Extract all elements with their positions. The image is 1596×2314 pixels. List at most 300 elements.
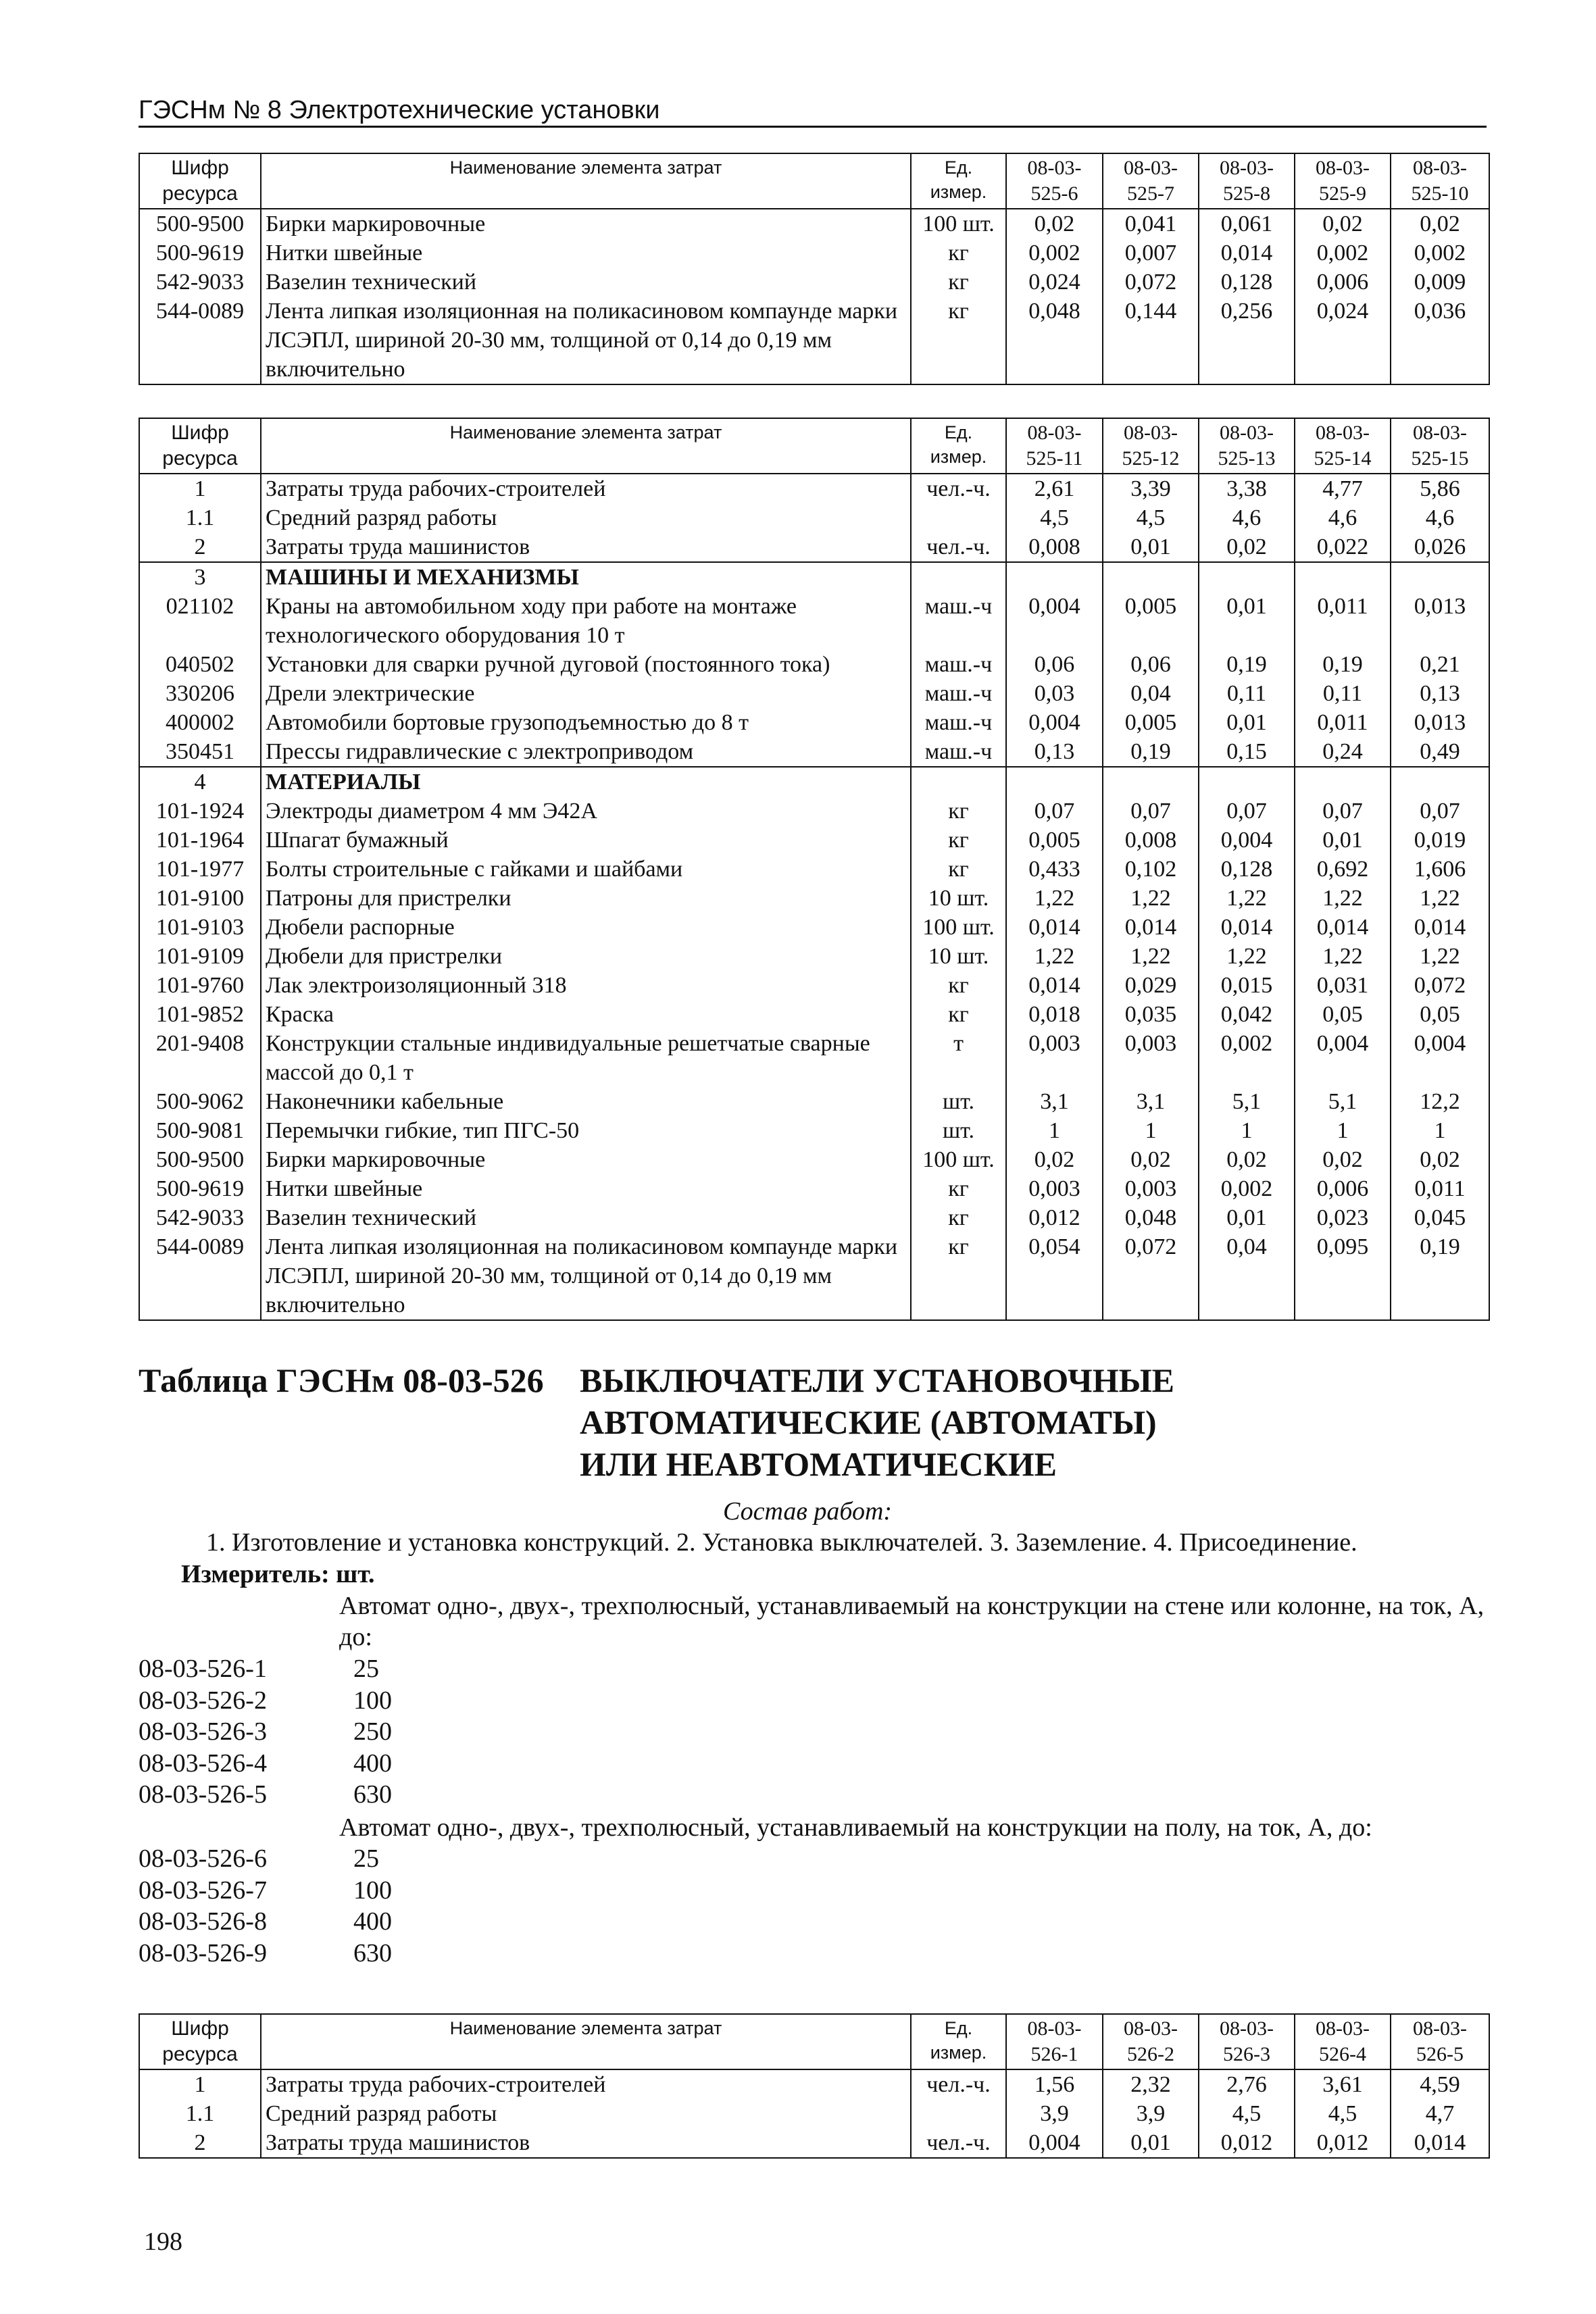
resource-name-cell: Установки для сварки ручной дуговой (постоянного тока) [261,650,911,679]
resource-code-cell: 544-0089 [139,1232,261,1320]
value-cell: 0,012 [1295,2128,1391,2158]
resource-code-cell: 040502 [139,650,261,679]
unit-cell: 10 шт. [911,942,1006,971]
unit-cell: кг [911,826,1006,855]
group1-items [139,1653,392,1811]
resource-code-cell: 101-9100 [139,884,261,913]
norm-item-code: 08-03-526-6 [139,1844,267,1873]
value-cell: 0,024 [1295,297,1391,384]
resource-table-525-11-15 [139,418,1490,1321]
value-cell: 0,19 [1199,650,1295,679]
value-cell: 0,004 [1199,826,1295,855]
value-cell [1006,562,1103,592]
value-cell: 3,1 [1103,1087,1199,1116]
value-cell: 0,102 [1103,855,1199,884]
value-cell [1006,767,1103,797]
value-cell: 1 [1295,1116,1391,1145]
value-cell: 0,21 [1391,650,1489,679]
value-cell: 0,072 [1103,268,1199,297]
value-cell [1391,562,1489,592]
resource-code-cell: 021102 [139,592,261,650]
norm-item-code: 08-03-526-4 [139,1749,267,1778]
norm-item-value: 100 [353,1876,392,1905]
section-title [580,1359,1458,1485]
value-cell: 0,128 [1199,855,1295,884]
value-cell: 0,02 [1391,1145,1489,1174]
resource-code-cell: 101-9103 [139,913,261,942]
resource-code-cell: 101-9760 [139,971,261,1000]
resource-name-cell: Вазелин технический [261,268,911,297]
resource-name-cell: МАШИНЫ И МЕХАНИЗМЫ [261,562,911,592]
column-header-norm: 08-03-526-2 [1103,2014,1199,2069]
value-cell: 0,003 [1006,1174,1103,1203]
table-row [139,797,1489,826]
resource-name-cell: Шпагат бумажный [261,826,911,855]
page-header-title: ГЭСНм № 8 Электротехнические установки [139,95,1487,128]
table-row [139,1087,1489,1116]
value-cell: 1 [1103,1116,1199,1145]
value-cell: 0,048 [1006,297,1103,384]
value-cell: 0,004 [1295,1029,1391,1087]
table-row [139,2128,1489,2158]
norm-item-code: 08-03-526-7 [139,1876,267,1905]
norm-item-value: 400 [353,1749,392,1778]
value-cell: 0,014 [1391,913,1489,942]
value-cell: 1,22 [1103,884,1199,913]
value-cell: 0,008 [1103,826,1199,855]
value-cell: 0,072 [1391,971,1489,1000]
value-cell: 0,014 [1199,913,1295,942]
column-header-unit: Ед. измер. [911,418,1006,474]
value-cell: 0,144 [1103,297,1199,384]
value-cell: 3,9 [1006,2099,1103,2128]
norm-item-value: 630 [353,1938,392,1967]
value-cell: 0,07 [1103,797,1199,826]
value-cell: 4,6 [1199,503,1295,532]
value-cell: 0,01 [1199,1203,1295,1232]
column-header-norm: 08-03-525-9 [1295,153,1391,209]
table-row [139,532,1489,562]
value-cell: 0,024 [1006,268,1103,297]
resource-name-cell: Средний разряд работы [261,503,911,532]
value-cell: 0,036 [1391,297,1489,384]
value-cell: 0,13 [1391,679,1489,708]
norm-item-code: 08-03-526-9 [139,1938,267,1967]
value-cell: 0,692 [1295,855,1391,884]
value-cell: 0,06 [1103,650,1199,679]
section-title-line: ИЛИ НЕАВТОМАТИЧЕСКИЕ [580,1445,1057,1483]
resource-code-cell: 101-9109 [139,942,261,971]
norm-item-value: 630 [353,1780,392,1809]
meter-label [181,1559,375,1590]
value-cell: 0,05 [1391,1000,1489,1029]
resource-code-cell: 1.1 [139,503,261,532]
value-cell: 1,56 [1006,2069,1103,2099]
value-cell: 4,59 [1391,2069,1489,2099]
value-cell: 0,005 [1006,826,1103,855]
resource-name-cell: Нитки швейные [261,1174,911,1203]
value-cell: 12,2 [1391,1087,1489,1116]
unit-cell: кг [911,297,1006,384]
value-cell: 0,01 [1199,708,1295,737]
table-row [139,592,1489,650]
resource-table-525-6-10 [139,153,1490,385]
value-cell: 1,22 [1006,942,1103,971]
resource-code-cell: 201-9408 [139,1029,261,1087]
table-row [139,737,1489,767]
value-cell: 0,054 [1006,1232,1103,1320]
unit-cell: маш.-ч [911,650,1006,679]
section-title-line: АВТОМАТИЧЕСКИЕ (АВТОМАТЫ) [580,1403,1157,1441]
value-cell: 0,02 [1103,1145,1199,1174]
value-cell: 5,86 [1391,474,1489,503]
value-cell: 0,031 [1295,971,1391,1000]
value-cell: 4,5 [1199,2099,1295,2128]
resource-name-cell: Дюбели для пристрелки [261,942,911,971]
value-cell: 0,19 [1391,1232,1489,1320]
composition-text: 1. Изготовление и установка конструкций. 2. Установка выключателей. 3. Заземление. 4. Присоединение. [206,1528,1357,1557]
value-cell: 4,7 [1391,2099,1489,2128]
table-row [139,1116,1489,1145]
value-cell: 0,022 [1295,532,1391,562]
unit-cell: чел.-ч. [911,2069,1006,2099]
value-cell [1391,767,1489,797]
value-cell: 0,014 [1006,971,1103,1000]
column-header-norm: 08-03-525-6 [1006,153,1103,209]
unit-cell: маш.-ч [911,737,1006,767]
column-header-norm: 08-03-525-7 [1103,153,1199,209]
value-cell: 2,32 [1103,2069,1199,2099]
value-cell: 0,018 [1006,1000,1103,1029]
value-cell: 0,02 [1295,1145,1391,1174]
value-cell: 0,014 [1006,913,1103,942]
norm-item-code: 08-03-526-8 [139,1907,267,1936]
unit-cell: кг [911,1000,1006,1029]
norm-item-row [139,1779,392,1811]
resource-name-cell: Затраты труда машинистов [261,2128,911,2158]
value-cell: 0,014 [1295,913,1391,942]
norm-item-value: 100 [353,1686,392,1715]
value-cell: 0,01 [1103,532,1199,562]
resource-code-cell: 3 [139,562,261,592]
table-row [139,826,1489,855]
value-cell: 0,009 [1391,268,1489,297]
value-cell: 0,013 [1391,708,1489,737]
unit-cell: 100 шт. [911,1145,1006,1174]
value-cell [1199,562,1295,592]
resource-code-cell: 400002 [139,708,261,737]
value-cell: 0,023 [1295,1203,1391,1232]
value-cell: 0,007 [1103,238,1199,268]
section-title-line: ВЫКЛЮЧАТЕЛИ УСТАНОВОЧНЫЕ [580,1361,1175,1399]
column-header-norm: 08-03-525-12 [1103,418,1199,474]
value-cell: 0,003 [1103,1174,1199,1203]
value-cell: 0,005 [1103,708,1199,737]
table-row [139,1145,1489,1174]
value-cell: 0,004 [1391,1029,1489,1087]
norm-item-code: 08-03-526-5 [139,1780,267,1809]
value-cell: 2,61 [1006,474,1103,503]
value-cell: 0,095 [1295,1232,1391,1320]
unit-cell: кг [911,855,1006,884]
value-cell: 4,6 [1391,503,1489,532]
value-cell: 1 [1006,1116,1103,1145]
value-cell: 0,256 [1199,297,1295,384]
value-cell: 1,22 [1391,884,1489,913]
column-header-name: Наименование элемента затрат [261,2014,911,2069]
resource-code-cell: 101-9852 [139,1000,261,1029]
value-cell: 0,01 [1295,826,1391,855]
unit-cell: маш.-ч [911,592,1006,650]
resource-name-cell: Прессы гидравлические с электроприводом [261,737,911,767]
value-cell [1199,767,1295,797]
norm-item-row [139,1938,392,1969]
resource-code-cell: 350451 [139,737,261,767]
value-cell: 1,22 [1391,942,1489,971]
value-cell: 0,008 [1006,532,1103,562]
table-row [139,297,1489,384]
norm-item-row [139,1748,392,1780]
value-cell: 0,01 [1199,592,1295,650]
resource-code-cell: 101-1924 [139,797,261,826]
resource-code-cell: 1 [139,474,261,503]
value-cell: 4,77 [1295,474,1391,503]
unit-cell: кг [911,238,1006,268]
resource-name-cell: Краска [261,1000,911,1029]
table-row [139,1174,1489,1203]
value-cell: 0,19 [1295,650,1391,679]
unit-cell: кг [911,971,1006,1000]
value-cell: 0,13 [1006,737,1103,767]
resource-code-cell: 500-9619 [139,238,261,268]
unit-cell [911,767,1006,797]
value-cell: 0,07 [1391,797,1489,826]
table-row [139,1203,1489,1232]
value-cell: 0,006 [1295,1174,1391,1203]
value-cell: 0,07 [1006,797,1103,826]
table-row [139,1000,1489,1029]
page-number: 198 [144,2228,182,2256]
column-header-unit: Ед. измер. [911,2014,1006,2069]
value-cell: 1 [1391,1116,1489,1145]
value-cell: 3,9 [1103,2099,1199,2128]
value-cell: 0,07 [1295,797,1391,826]
norm-item-code: 08-03-526-1 [139,1655,267,1683]
composition-label: Состав работ: [723,1497,893,1526]
table-header-row [139,2014,1489,2069]
resource-code-cell: 2 [139,532,261,562]
resource-code-cell: 330206 [139,679,261,708]
norm-item-value: 250 [353,1717,392,1746]
table-row [139,2099,1489,2128]
unit-cell: кг [911,1232,1006,1320]
resource-code-cell: 500-9500 [139,1145,261,1174]
resource-code-cell: 500-9081 [139,1116,261,1145]
table-header-row [139,153,1489,209]
resource-name-cell: Дюбели распорные [261,913,911,942]
table-row [139,238,1489,268]
norm-item-code: 08-03-526-2 [139,1686,267,1715]
table-row [139,503,1489,532]
value-cell: 1,22 [1295,884,1391,913]
value-cell: 0,07 [1199,797,1295,826]
table-row [139,913,1489,942]
value-cell: 4,6 [1295,503,1391,532]
norm-item-row [139,1653,392,1685]
value-cell: 1,22 [1006,884,1103,913]
value-cell: 0,015 [1199,971,1295,1000]
column-header-norm: 08-03-526-4 [1295,2014,1391,2069]
value-cell: 0,433 [1006,855,1103,884]
value-cell [1295,562,1391,592]
table-row [139,2069,1489,2099]
resource-name-cell: Лента липкая изоляционная на поликасиновом компаунде марки ЛСЭПЛ, шириной 20-30 мм, толщиной от 0,14 до 0,19 мм включительно [261,297,911,384]
unit-cell [911,2099,1006,2128]
value-cell: 0,11 [1199,679,1295,708]
value-cell: 0,002 [1006,238,1103,268]
column-header-norm: 08-03-525-13 [1199,418,1295,474]
value-cell: 0,06 [1006,650,1103,679]
value-cell: 0,011 [1295,592,1391,650]
norm-item-row [139,1685,392,1717]
column-header-name: Наименование элемента затрат [261,418,911,474]
unit-cell: 100 шт. [911,209,1006,238]
table-row [139,855,1489,884]
table-row [139,562,1489,592]
resource-name-cell: Перемычки гибкие, тип ПГС-50 [261,1116,911,1145]
value-cell: 0,02 [1295,209,1391,238]
unit-cell: кг [911,1203,1006,1232]
meter-text: Измеритель: шт. [181,1560,375,1588]
value-cell: 0,014 [1391,2128,1489,2158]
unit-cell: т [911,1029,1006,1087]
resource-name-cell: МАТЕРИАЛЫ [261,767,911,797]
value-cell: 0,019 [1391,826,1489,855]
value-cell: 0,006 [1295,268,1391,297]
value-cell: 0,02 [1006,1145,1103,1174]
resource-name-cell: Краны на автомобильном ходу при работе на монтаже технологического оборудования 10 т [261,592,911,650]
value-cell: 0,15 [1199,737,1295,767]
resource-name-cell: Затраты труда рабочих-строителей [261,2069,911,2099]
column-header-unit: Ед. измер. [911,153,1006,209]
value-cell: 0,49 [1391,737,1489,767]
value-cell: 0,003 [1103,1029,1199,1087]
value-cell: 0,19 [1103,737,1199,767]
value-cell: 0,04 [1199,1232,1295,1320]
unit-cell: 100 шт. [911,913,1006,942]
resource-code-cell: 2 [139,2128,261,2158]
table-row [139,474,1489,503]
unit-cell [911,562,1006,592]
value-cell: 0,014 [1199,238,1295,268]
unit-cell: чел.-ч. [911,532,1006,562]
resource-code-cell: 544-0089 [139,297,261,384]
value-cell: 0,061 [1199,209,1295,238]
value-cell: 0,05 [1295,1000,1391,1029]
value-cell: 0,004 [1006,708,1103,737]
value-cell: 0,02 [1199,532,1295,562]
table-row [139,209,1489,238]
value-cell: 0,011 [1295,708,1391,737]
value-cell: 3,38 [1199,474,1295,503]
column-header-norm: 08-03-525-8 [1199,153,1295,209]
resource-name-cell: Затраты труда машинистов [261,532,911,562]
resource-code-cell: 4 [139,767,261,797]
value-cell: 3,1 [1006,1087,1103,1116]
resource-code-cell: 101-1964 [139,826,261,855]
unit-cell: кг [911,797,1006,826]
value-cell: 0,02 [1199,1145,1295,1174]
value-cell: 0,003 [1006,1029,1103,1087]
value-cell: 0,045 [1391,1203,1489,1232]
table-row [139,650,1489,679]
value-cell: 0,11 [1295,679,1391,708]
value-cell: 1,22 [1199,942,1295,971]
norm-item-row [139,1716,392,1748]
table-row [139,708,1489,737]
value-cell: 1,606 [1391,855,1489,884]
group2-description: Автомат одно-, двух-, трехполюсный, устанавливаемый на конструкции на полу, на ток, А, до: [339,1813,1372,1842]
resource-code-cell: 542-9033 [139,268,261,297]
value-cell: 0,128 [1199,268,1295,297]
value-cell [1103,562,1199,592]
resource-name-cell: Болты строительные с гайками и шайбами [261,855,911,884]
table-row [139,767,1489,797]
group2-items [139,1843,392,1969]
column-header-norm: 08-03-526-3 [1199,2014,1295,2069]
value-cell: 0,02 [1391,209,1489,238]
table-header-row [139,418,1489,474]
table-row [139,971,1489,1000]
resource-table-526-1-5 [139,2013,1490,2159]
unit-cell: чел.-ч. [911,2128,1006,2158]
column-header-norm: 08-03-526-5 [1391,2014,1489,2069]
unit-cell: 10 шт. [911,884,1006,913]
norm-item-value: 25 [353,1655,379,1683]
value-cell: 0,072 [1103,1232,1199,1320]
table-row [139,268,1489,297]
value-cell: 1,22 [1199,884,1295,913]
unit-cell: чел.-ч. [911,474,1006,503]
column-header-name: Наименование элемента затрат [261,153,911,209]
table-row [139,1232,1489,1320]
column-header-code: Шифр ресурса [139,2014,261,2069]
value-cell [1103,767,1199,797]
resource-name-cell: Нитки швейные [261,238,911,268]
norm-item-value: 25 [353,1844,379,1873]
value-cell: 0,002 [1295,238,1391,268]
value-cell: 0,005 [1103,592,1199,650]
unit-cell: шт. [911,1087,1006,1116]
norm-item-row [139,1906,392,1938]
value-cell: 0,012 [1199,2128,1295,2158]
value-cell: 0,011 [1391,1174,1489,1203]
value-cell: 0,026 [1391,532,1489,562]
resource-code-cell: 101-1977 [139,855,261,884]
unit-cell: кг [911,1174,1006,1203]
value-cell: 0,012 [1006,1203,1103,1232]
column-header-code: Шифр ресурса [139,153,261,209]
table-row [139,679,1489,708]
unit-cell [911,503,1006,532]
resource-name-cell: Бирки маркировочные [261,1145,911,1174]
resource-name-cell: Электроды диаметром 4 мм Э42А [261,797,911,826]
value-cell: 4,5 [1103,503,1199,532]
resource-name-cell: Дрели электрические [261,679,911,708]
resource-name-cell: Вазелин технический [261,1203,911,1232]
resource-name-cell: Конструкции стальные индивидуальные решетчатые сварные массой до 0,1 т [261,1029,911,1087]
value-cell: 2,76 [1199,2069,1295,2099]
